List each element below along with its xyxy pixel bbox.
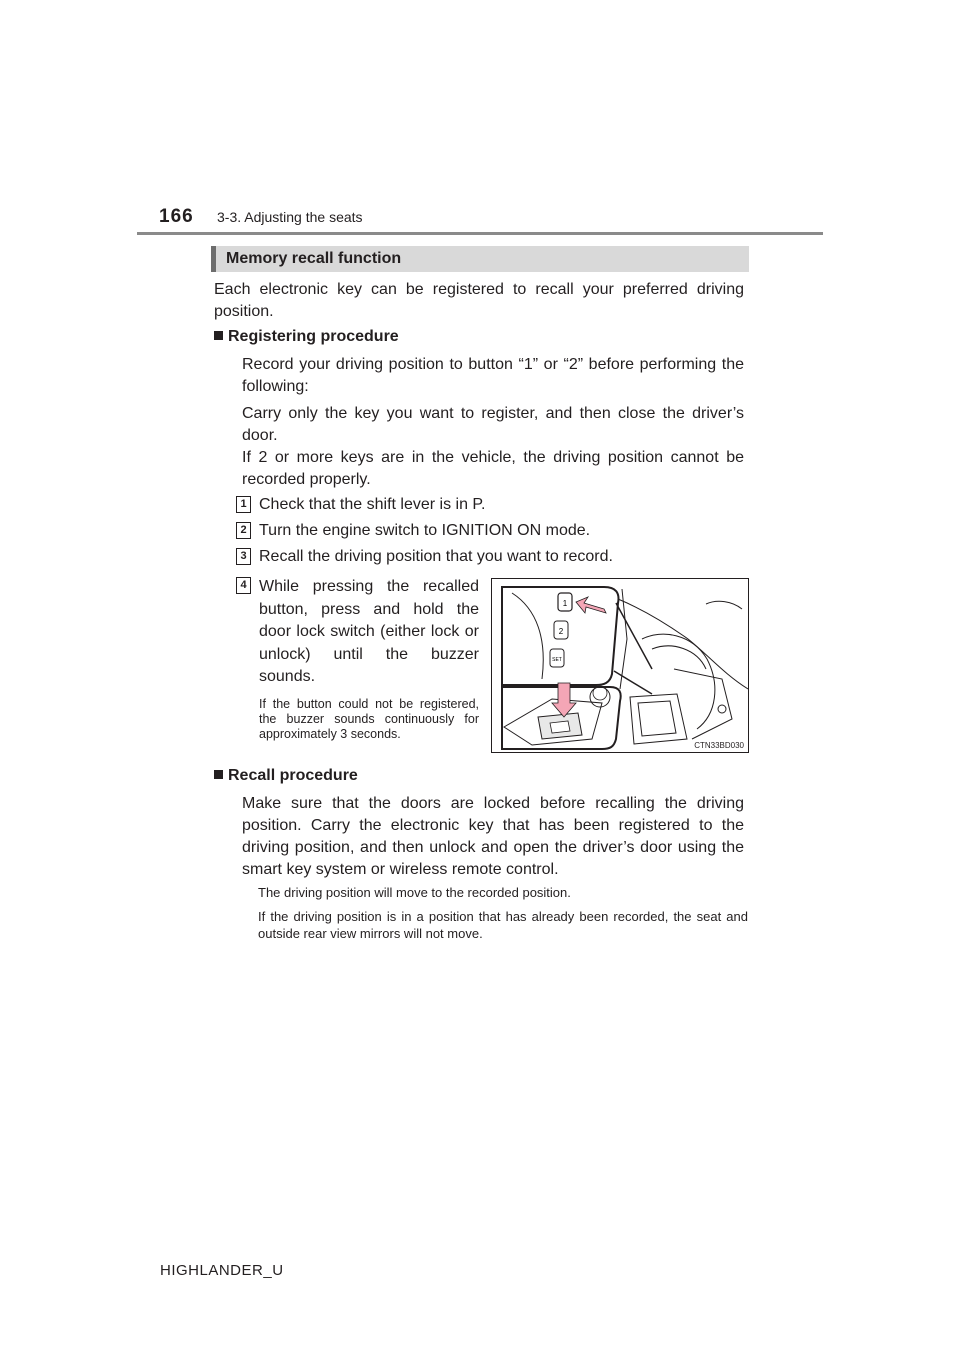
step-text-1: Check that the shift lever is in P. [259, 496, 486, 513]
step-number-2: 2 [236, 522, 251, 539]
set-button-label: SET [552, 657, 562, 663]
step-text-4: While pressing the recalled button, press and hold the door lock switch (either lock or unlock) until the buzzer sounds. [259, 578, 479, 685]
figure-code: CTN33BD030 [694, 741, 744, 750]
recall-para: Make sure that the doors are locked before recalling the driving position. Carry the electronic key that has been registered to the driving position, and then unlock and open the driver’s door using the smart key system or wireless remote control. [242, 795, 744, 878]
recall-note-2: If the driving position is in a position that has already been recorded, the seat and outside rear view mirrors will not move. [258, 909, 748, 941]
recall-note-1: The driving position will move to the recorded position. [258, 885, 571, 900]
square-bullet-icon [214, 331, 223, 340]
registering-para-1: Record your driving position to button “1” or “2” before performing the following: [242, 356, 744, 395]
registering-para-3: If 2 or more keys are in the vehicle, the driving position cannot be recorded properly. [242, 449, 744, 488]
footer-model-code: HIGHLANDER_U [160, 1262, 284, 1279]
step-number-1: 1 [236, 496, 251, 513]
page-number: 166 [159, 206, 194, 227]
recall-heading: Recall procedure [214, 767, 358, 785]
memory-button-1-label: 1 [562, 599, 568, 608]
step-4-note: If the button could not be registered, the buzzer sounds continuously for approximately 3 seconds. [259, 697, 479, 741]
door-switch-diagram [492, 579, 749, 753]
section-title: Memory recall function [211, 246, 749, 272]
memory-button-2-label: 2 [558, 627, 564, 636]
step-text-2: Turn the engine switch to IGNITION ON mode. [259, 522, 591, 539]
square-bullet-icon [214, 770, 223, 779]
registering-para-2: Carry only the key you want to register, and then close the driver’s door. [242, 405, 744, 444]
registering-heading: Registering procedure [214, 328, 399, 346]
section-reference: 3-3. Adjusting the seats [217, 209, 363, 225]
door-switch-illustration [491, 578, 749, 753]
step-text-3: Recall the driving position that you want to record. [259, 548, 613, 565]
header-divider [137, 232, 823, 235]
section-intro: Each electronic key can be registered to recall your preferred driving position. [214, 281, 744, 320]
step-number-4: 4 [236, 577, 251, 594]
step-number-3: 3 [236, 548, 251, 565]
